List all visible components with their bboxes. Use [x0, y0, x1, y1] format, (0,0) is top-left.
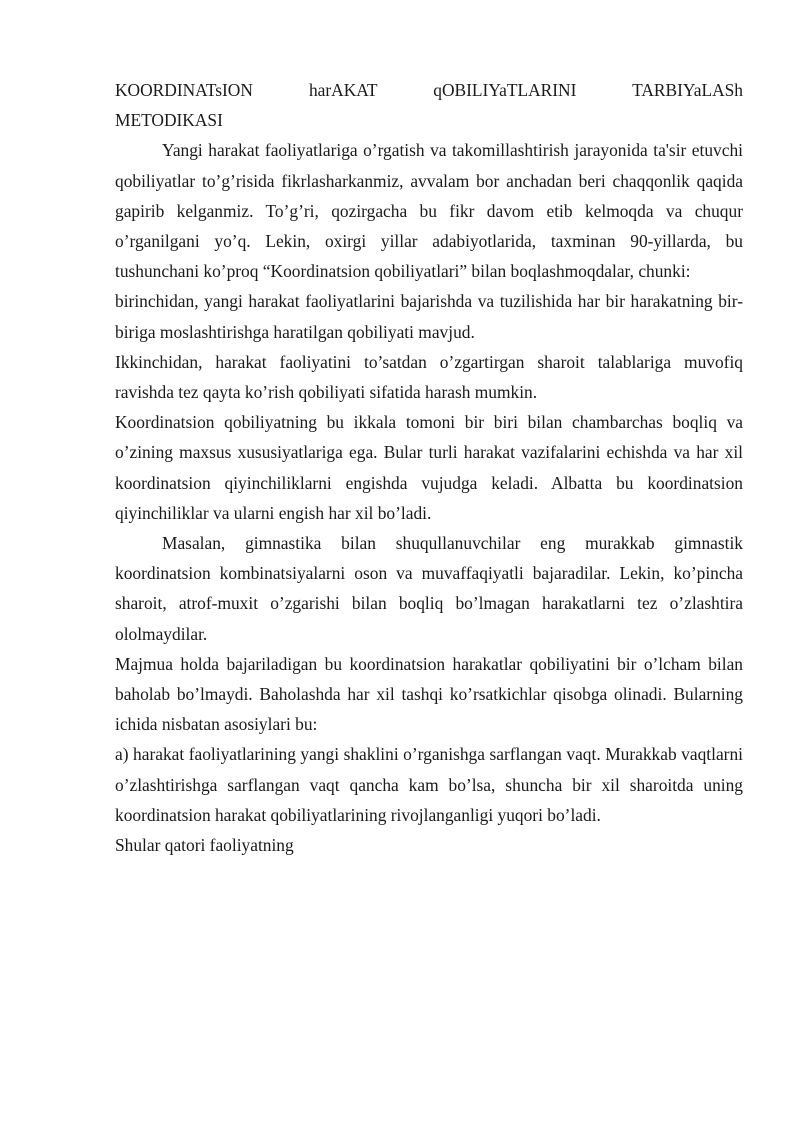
paragraph-item-a: a) harakat faoliyatlarining yangi shaklini o’rganishga sarflangan vaqt. Murakkab vaqtlarni o’zlashtirishga sarflangan vaqt qancha kam bo’lsa, shuncha bir xil sharoitda uning koordinatsion harakat qobiliyatlarining rivojlanganligi yuqori bo’ladi. [115, 744, 743, 825]
paragraph-coordination-sides: Koordinatsion qobiliyatning bu ikkala tomoni bir biri bilan chambarchas boqliq va o’zining maxsus xususiyatlariga ega. Bular turli harakat vazifalarini echishda va har xil koordinatsion qiyinchiliklarni engishda vujudga keladi. Albatta bu koordinatsion qiyinchiliklar va ularni engish har xil bo’ladi. [115, 412, 743, 523]
document-title: KOORDINATsION harAKAT qOBILIYaTLARINI TARBIYaLASh METODIKASI [115, 80, 743, 131]
paragraph-gymnastics-example: Masalan, gimnastika bilan shuqullanuvchilar eng murakkab gimnastik koordinatsion kombinatsiyalarni oson va muvaffaqiyatli bajaradilar. Lekin, ko’pincha sharoit, atrof-muxit o’zgarishi bilan boqliq bo’lmagan harakatlarni tez o’zlashtira ololmaydilar. [115, 533, 743, 644]
paragraph-second-point: Ikkinchidan, harakat faoliyatini to’satdan o’zgartirgan sharoit talablariga muvofiq ravishda tez qayta ko’rish qobiliyati sifatida harash mumkin. [115, 351, 743, 403]
paragraph-assessment: Majmua holda bajariladigan bu koordinatsion harakatlar qobiliyatini bir o’lcham bilan baholab bo’lmaydi. Baholashda har xil tashqi ko’rsatkichlar qisobga olinadi. Bularning ichida nisbatan asosiylari bu: [115, 653, 743, 735]
document-page [115, 75, 743, 860]
paragraph-trailing: Shular qatori faoliyatning [115, 835, 294, 856]
paragraph-intro: Yangi harakat faoliyatlariga o’rgatish va takomillashtirish jarayonida ta'sir etuvchi qobiliyatlar to’g’risida fikrlasharkanmiz, avvalam bor anchadan beri chaqqonlik qaqida gapirib kelganmiz. To’g’ri, qozirgacha bu fikr davom etib kelmoqda va chuqur o’rganilgani yo’q. Lekin, oxirgi yillar adabiyotlarida, taxminan 90-yillarda, bu tushunchani ko’proq “Koordinatsion qobiliyatlari” bilan boqlashmoqdalar, chunki: [115, 140, 743, 282]
paragraph-first-point: birinchidan, yangi harakat faoliyatlarini bajarishda va tuzilishida har bir harakatning bir-biriga moslashtirishga haratilgan qobiliyati mavjud. [115, 291, 743, 342]
